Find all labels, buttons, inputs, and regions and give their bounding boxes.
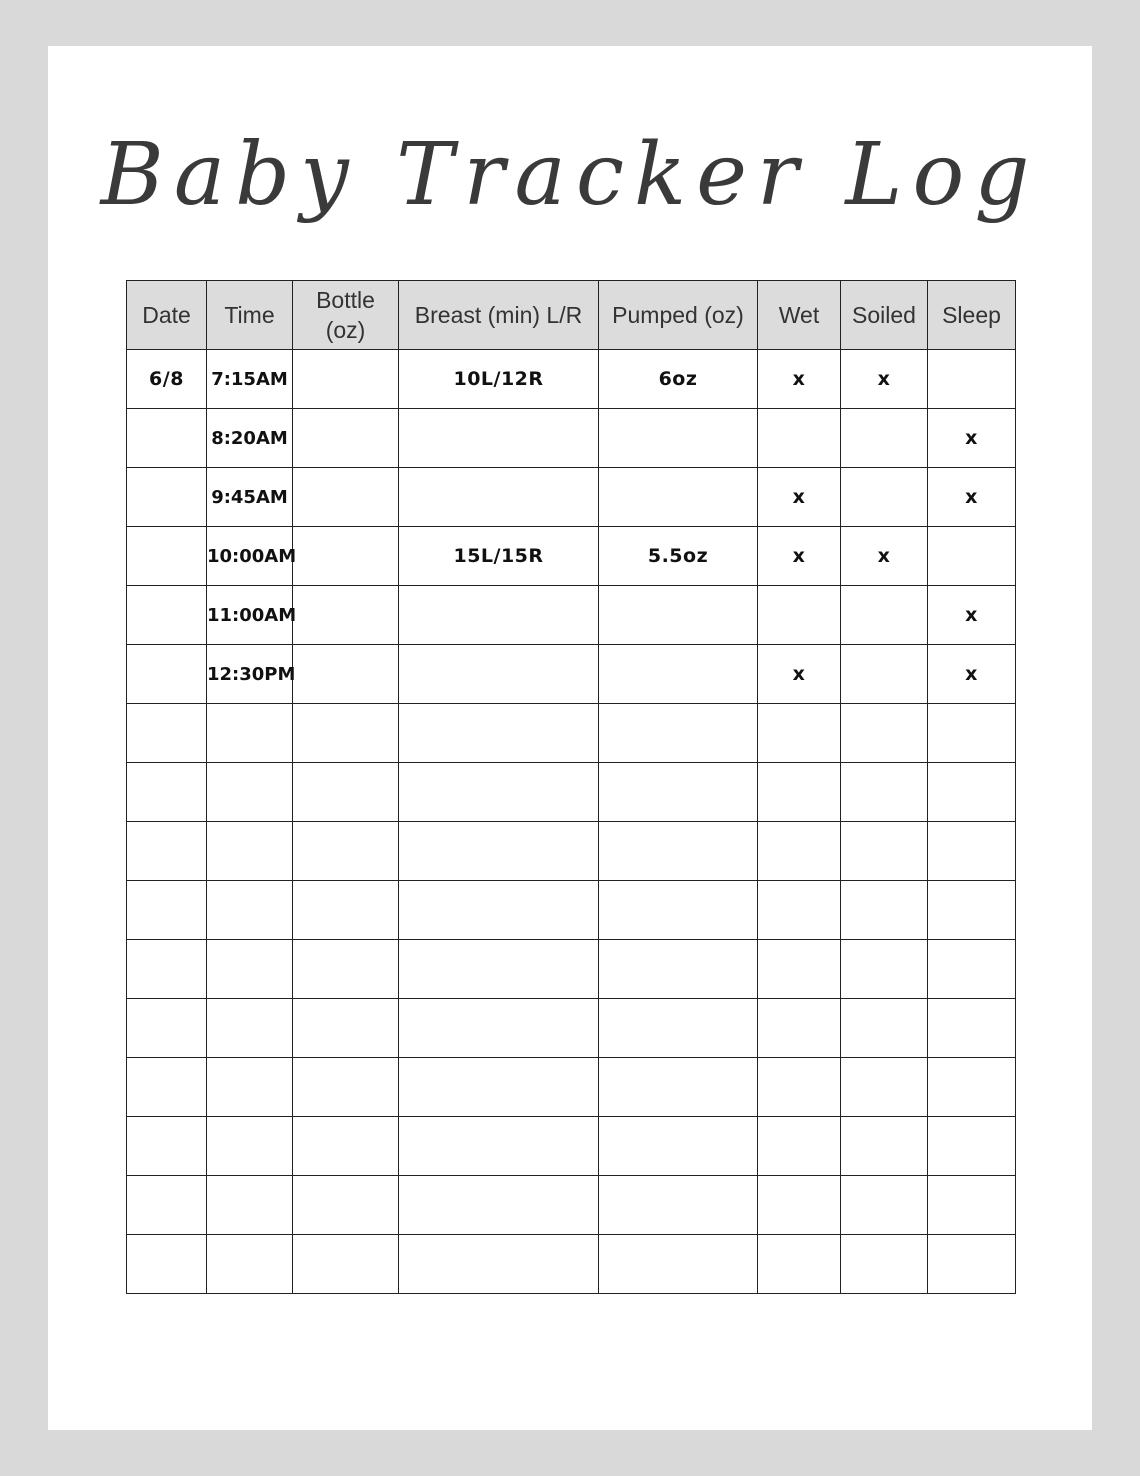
soiled-cell[interactable] — [841, 822, 928, 881]
soiled-cell[interactable] — [841, 409, 928, 468]
column-header-time: Time — [207, 281, 293, 350]
breast-cell[interactable] — [399, 704, 599, 763]
breast-cell[interactable]: 10L/12R — [399, 350, 599, 409]
time-cell[interactable] — [207, 1058, 293, 1117]
breast-cell[interactable] — [399, 468, 599, 527]
date-cell[interactable] — [127, 999, 207, 1058]
pumped-cell[interactable] — [599, 1117, 758, 1176]
breast-cell[interactable] — [399, 999, 599, 1058]
soiled-cell[interactable] — [841, 468, 928, 527]
breast-cell[interactable] — [399, 645, 599, 704]
bottle-cell[interactable] — [293, 1058, 399, 1117]
time-cell[interactable]: 7:15AM — [207, 350, 293, 409]
table-row — [127, 704, 1016, 763]
table-row — [127, 645, 1016, 704]
sleep-cell[interactable] — [928, 822, 1016, 881]
bottle-cell[interactable] — [293, 1176, 399, 1235]
date-cell[interactable] — [127, 704, 207, 763]
time-cell[interactable]: 12:30PM — [207, 645, 293, 704]
sleep-cell[interactable]: x — [928, 409, 1016, 468]
breast-cell[interactable] — [399, 1176, 599, 1235]
wet-cell[interactable] — [758, 704, 841, 763]
sleep-cell[interactable]: x — [928, 645, 1016, 704]
date-cell[interactable] — [127, 1117, 207, 1176]
table-row — [127, 1117, 1016, 1176]
pumped-cell[interactable] — [599, 1058, 758, 1117]
sleep-cell[interactable] — [928, 1058, 1016, 1117]
soiled-cell[interactable] — [841, 586, 928, 645]
sleep-cell[interactable]: x — [928, 468, 1016, 527]
table-row — [127, 940, 1016, 999]
bottle-cell[interactable] — [293, 940, 399, 999]
soiled-cell[interactable] — [841, 1058, 928, 1117]
wet-cell[interactable] — [758, 1117, 841, 1176]
breast-cell[interactable] — [399, 1235, 599, 1294]
pumped-cell[interactable] — [599, 704, 758, 763]
bottle-cell[interactable] — [293, 763, 399, 822]
pumped-cell[interactable] — [599, 468, 758, 527]
breast-cell[interactable] — [399, 1058, 599, 1117]
pumped-cell[interactable] — [599, 881, 758, 940]
pumped-cell[interactable]: 6oz — [599, 350, 758, 409]
column-header-date: Date — [127, 281, 207, 350]
table-row — [127, 822, 1016, 881]
column-header-sleep: Sleep — [928, 281, 1016, 350]
table-row — [127, 468, 1016, 527]
sleep-cell[interactable]: x — [928, 586, 1016, 645]
wet-cell[interactable]: x — [758, 527, 841, 586]
bottle-cell[interactable] — [293, 999, 399, 1058]
pumped-cell[interactable] — [599, 1176, 758, 1235]
pumped-cell[interactable] — [599, 822, 758, 881]
header-row — [127, 281, 1016, 350]
table-row — [127, 1176, 1016, 1235]
soiled-cell[interactable] — [841, 645, 928, 704]
pumped-cell[interactable] — [599, 409, 758, 468]
date-cell[interactable] — [127, 1235, 207, 1294]
date-cell[interactable] — [127, 763, 207, 822]
date-cell[interactable] — [127, 822, 207, 881]
time-cell[interactable] — [207, 1117, 293, 1176]
date-cell[interactable] — [127, 527, 207, 586]
bottle-cell[interactable] — [293, 1117, 399, 1176]
tracker-table — [126, 280, 1016, 1294]
wet-cell[interactable] — [758, 881, 841, 940]
sleep-cell[interactable] — [928, 1235, 1016, 1294]
bottle-cell[interactable] — [293, 527, 399, 586]
pumped-cell[interactable] — [599, 645, 758, 704]
column-header-wet: Wet — [758, 281, 841, 350]
date-cell[interactable] — [127, 645, 207, 704]
date-cell[interactable] — [127, 468, 207, 527]
time-cell[interactable]: 9:45AM — [207, 468, 293, 527]
table-row — [127, 586, 1016, 645]
bottle-cell[interactable] — [293, 822, 399, 881]
breast-cell[interactable] — [399, 822, 599, 881]
time-cell[interactable] — [207, 940, 293, 999]
pumped-cell[interactable] — [599, 586, 758, 645]
soiled-cell[interactable] — [841, 704, 928, 763]
date-cell[interactable] — [127, 409, 207, 468]
soiled-cell[interactable] — [841, 940, 928, 999]
soiled-cell[interactable] — [841, 1235, 928, 1294]
date-cell[interactable] — [127, 1176, 207, 1235]
breast-cell[interactable] — [399, 763, 599, 822]
soiled-cell[interactable] — [841, 763, 928, 822]
time-cell[interactable] — [207, 1176, 293, 1235]
time-cell[interactable] — [207, 704, 293, 763]
sleep-cell[interactable] — [928, 704, 1016, 763]
soiled-cell[interactable] — [841, 1176, 928, 1235]
bottle-cell[interactable] — [293, 586, 399, 645]
table-row — [127, 763, 1016, 822]
wet-cell[interactable]: x — [758, 350, 841, 409]
date-cell[interactable] — [127, 1058, 207, 1117]
breast-cell[interactable]: 15L/15R — [399, 527, 599, 586]
date-cell[interactable]: 6/8 — [127, 350, 207, 409]
soiled-cell[interactable] — [841, 999, 928, 1058]
date-cell[interactable] — [127, 881, 207, 940]
column-header-bottle: Bottle (oz) — [293, 281, 399, 350]
breast-cell[interactable] — [399, 586, 599, 645]
sleep-cell[interactable] — [928, 527, 1016, 586]
wet-cell[interactable] — [758, 586, 841, 645]
time-cell[interactable] — [207, 763, 293, 822]
sleep-cell[interactable] — [928, 763, 1016, 822]
time-cell[interactable]: 10:00AM — [207, 527, 293, 586]
table-row — [127, 881, 1016, 940]
soiled-cell[interactable]: x — [841, 350, 928, 409]
column-header-pumped: Pumped (oz) — [599, 281, 758, 350]
sleep-cell[interactable] — [928, 350, 1016, 409]
bottle-cell[interactable] — [293, 350, 399, 409]
pumped-cell[interactable] — [599, 763, 758, 822]
date-cell[interactable] — [127, 940, 207, 999]
breast-cell[interactable] — [399, 1117, 599, 1176]
soiled-cell[interactable]: x — [841, 527, 928, 586]
pumped-cell[interactable] — [599, 940, 758, 999]
soiled-cell[interactable] — [841, 1117, 928, 1176]
table-row — [127, 409, 1016, 468]
time-cell[interactable]: 8:20AM — [207, 409, 293, 468]
column-header-soiled: Soiled — [841, 281, 928, 350]
sleep-cell[interactable] — [928, 1117, 1016, 1176]
breast-cell[interactable] — [399, 881, 599, 940]
table-row — [127, 527, 1016, 586]
wet-cell[interactable]: x — [758, 468, 841, 527]
table-body — [127, 350, 1016, 1294]
table-row — [127, 350, 1016, 409]
wet-cell[interactable] — [758, 1176, 841, 1235]
bottle-cell[interactable] — [293, 409, 399, 468]
time-cell[interactable] — [207, 881, 293, 940]
wet-cell[interactable] — [758, 940, 841, 999]
wet-cell[interactable] — [758, 409, 841, 468]
pumped-cell[interactable] — [599, 999, 758, 1058]
wet-cell[interactable] — [758, 1235, 841, 1294]
time-cell[interactable] — [207, 1235, 293, 1294]
sleep-cell[interactable] — [928, 881, 1016, 940]
column-header-breast: Breast (min) L/R — [399, 281, 599, 350]
breast-cell[interactable] — [399, 409, 599, 468]
table-row — [127, 1058, 1016, 1117]
date-cell[interactable] — [127, 586, 207, 645]
table-row — [127, 999, 1016, 1058]
log-sheet — [48, 46, 1092, 1430]
bottle-cell[interactable] — [293, 468, 399, 527]
sleep-cell[interactable] — [928, 1176, 1016, 1235]
time-cell[interactable]: 11:00AM — [207, 586, 293, 645]
sleep-cell[interactable] — [928, 940, 1016, 999]
bottle-cell[interactable] — [293, 645, 399, 704]
page-title: Baby Tracker Log — [100, 125, 1040, 225]
wet-cell[interactable] — [758, 999, 841, 1058]
soiled-cell[interactable] — [841, 881, 928, 940]
bottle-cell[interactable] — [293, 704, 399, 763]
table-row — [127, 1235, 1016, 1294]
time-cell[interactable] — [207, 999, 293, 1058]
bottle-cell[interactable] — [293, 1235, 399, 1294]
time-cell[interactable] — [207, 822, 293, 881]
wet-cell[interactable] — [758, 822, 841, 881]
pumped-cell[interactable] — [599, 1235, 758, 1294]
bottle-cell[interactable] — [293, 881, 399, 940]
wet-cell[interactable] — [758, 763, 841, 822]
wet-cell[interactable]: x — [758, 645, 841, 704]
pumped-cell[interactable]: 5.5oz — [599, 527, 758, 586]
breast-cell[interactable] — [399, 940, 599, 999]
wet-cell[interactable] — [758, 1058, 841, 1117]
sleep-cell[interactable] — [928, 999, 1016, 1058]
